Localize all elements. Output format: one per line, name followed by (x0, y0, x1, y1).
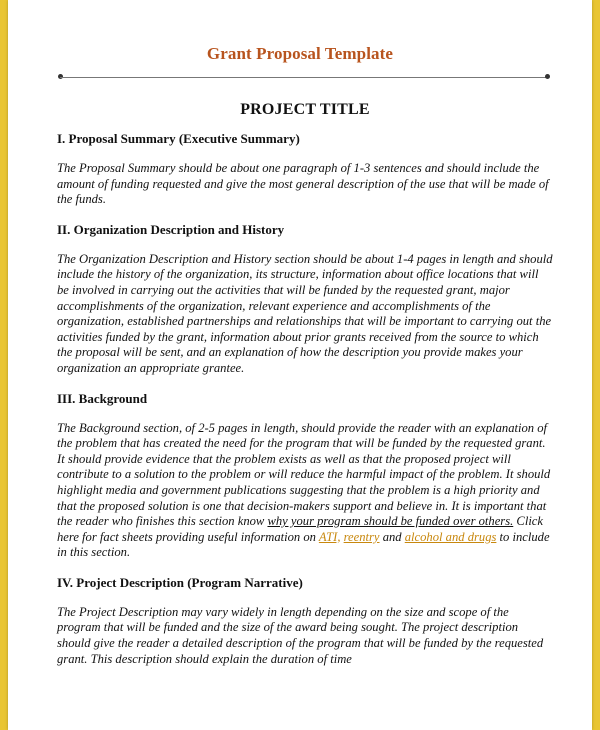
link-ati[interactable]: ATI, (318, 529, 341, 544)
background-underlined-text: why your program should be funded over others. (267, 514, 514, 529)
link-reentry[interactable]: reentry (343, 529, 380, 544)
section-body-background (57, 421, 553, 561)
section-body-proposal-summary: The Proposal Summary should be about one paragraph of 1-3 sentences and should include the amount of funding requested and give the most general description of the use that will be made of the funds. (57, 161, 549, 207)
section-heading-project-description: IV. Project Description (Program Narrative) (57, 574, 303, 590)
document-content (57, 101, 553, 681)
section-heading-background: III. Background (57, 390, 148, 406)
link-alcohol-and-drugs[interactable]: alcohol and drugs (404, 529, 497, 544)
background-text-end: to include in this section. (57, 529, 550, 560)
section-body-project-description: The Project Description may vary widely in length depending on the size and scope of the program that will be funded and the size of the award being sought. The project description should give the reader a detailed description of the program that will be funded by the requested grant. This description should explain the duration of time (57, 604, 544, 666)
background-text-middle: Click here for fact sheets providing useful information on (57, 514, 543, 544)
document-page (8, 0, 592, 730)
rule-right-dot (545, 74, 550, 79)
background-and-word: and (382, 529, 402, 544)
section-heading-organization: II. Organization Description and History (57, 221, 285, 237)
section-heading-proposal-summary: I. Proposal Summary (Executive Summary) (57, 131, 300, 146)
background-text-start: The Background section, of 2-5 pages in length, should provide the reader with an explanation of the problem that has created the need for the program that will be funded by the requested grant. It should provide evidence that the problem exists as well as that the proposed project will contribute to a solution to the problem or will reduce the harmful impact of the problem. It should highlight media and government publications suggesting that the problem is a high priority and that the proposed solution is one that decision-makers support and believe in. It is important that the reader who finishes this section know (57, 420, 551, 529)
document-title: Grant Proposal Template (206, 44, 394, 63)
section-body-organization: The Organization Description and History section should be about 1-4 pages in length and should include the history of the organization, its structure, information about office locations that will be involved in carrying out the activities that will be funded by the requested grant, major accomplishments of the organization, relevant experience and accomplishments of the organization, established partnerships and relationships that will be important to carrying out the activities funded by the grant, information about prior grants received from the source to which the proposal will be sent, and an explanation of how the description you provide makes your organization an appropriate grantee. (57, 251, 553, 375)
title-divider (60, 77, 548, 78)
project-title: PROJECT TITLE (240, 101, 370, 118)
